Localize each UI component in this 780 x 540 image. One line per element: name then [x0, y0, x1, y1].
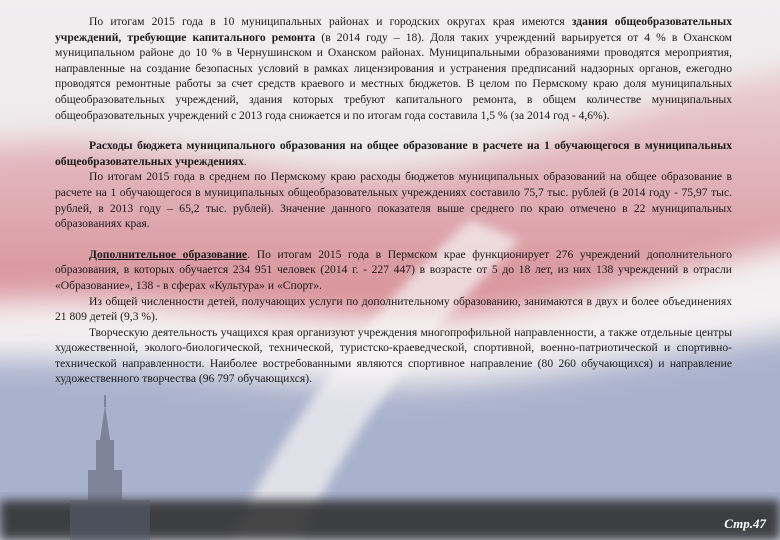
heading-punctuation: . — [243, 154, 247, 168]
paragraph-capital-repair — [55, 14, 732, 123]
paragraph-creative-activity: Творческую деятельность учащихся края организуют учреждения многопрофильной направленности, а также отдельные центры художественной, эколого-биологической, технической, туристско-краеведческой, спортивной, военно-патриотической и спортивно-технической направленности. Наиболее востребованными являются спортивное направление (80 260 обучающихся) и направление художественного творчества (96 797 обучающихся). — [55, 325, 732, 386]
paragraph-children-share: Из общей численности детей, получающих услуги по дополнительному образованию, занимаются в двух и более объединениях 21 809 детей (9,3 %). — [55, 294, 732, 324]
paragraph-text: По итогам 2015 года в 10 муниципальных районах и городских округах края имеются — [89, 15, 572, 28]
paragraph-text: По итогам 2015 года в Пермском крае функционирует 276 учреждений дополнительного образования, в которых обучается 234 951 человек (2014 г. - 227 447) в возрасте от 5 до 18 лет, из них 138 учреждений в отрасли «Образование», 138 - в сферах «Культура» и «Спорт». — [55, 247, 733, 292]
heading-punctuation: . — [247, 247, 251, 261]
section-heading: Дополнительное образование — [89, 247, 248, 261]
bold-term: здания общеобразовательных учреждений, требующие капитального ремонта — [55, 15, 732, 44]
section-heading: Расходы бюджета муниципального образования на общее образование в расчете на 1 обучающегося в муниципальных общеобразовательных учреждениях — [55, 139, 732, 168]
paragraph-text: (в 2014 году – 18). Доля таких учреждений варьируется от 4 % в Оханском муниципальном районе до 10 % в Чернушинском и Оханском районах. Муниципальными образованиями проводятся мероприятия, направленные на создание безопасных условий в рамках лицензирования и устранения предписаний надзорных органов, ежегодно проводятся ремонтные работы за счет средств краевого и местных бюджетов. В целом по Пермскому краю доля муниципальных общеобразовательных учреждений, здания которых требуют капитального ремонта, в общем количестве муниципальных общеобразовательных учреждений с 2013 года снижается и по итогам года составила 1,5 % (за 2014 год - 4,6%). — [55, 30, 732, 122]
paragraph-budget: По итогам 2015 года в среднем по Пермскому краю расходы бюджетов муниципальных образований на общее образование в расчете на 1 обучающегося в муниципальных общеобразовательных учреждениях составило 75,7 тыс. рублей (в 2014 году - 75,97 тыс. рублей, в 2013 году – 65,2 тыс. рублей). Значение данного показателя выше среднего по краю отмечено в 22 муниципальных образованиях края. — [55, 170, 732, 231]
page-number: Стр.47 — [724, 516, 766, 531]
paragraph-additional-education — [55, 247, 732, 294]
document-body — [55, 14, 732, 387]
section-heading-budget — [55, 138, 732, 169]
